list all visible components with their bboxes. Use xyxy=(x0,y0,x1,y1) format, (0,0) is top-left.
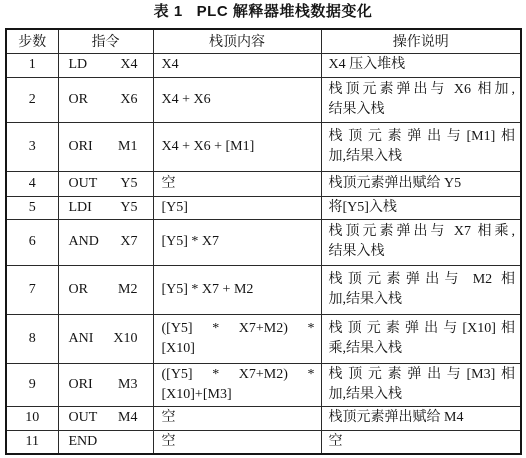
stack-data-table xyxy=(5,28,522,455)
stack-top-cell xyxy=(153,406,321,430)
stack-line: X4 + X6 + [M1] xyxy=(161,138,255,154)
description-cell xyxy=(321,314,521,363)
stack-top-cell xyxy=(153,196,321,219)
table-row xyxy=(6,171,521,196)
opcode: OUT xyxy=(68,410,98,425)
description-line: 栈顶元素弹出与[M1]相 xyxy=(328,128,515,144)
description-line: 乘,结果入栈 xyxy=(328,340,402,356)
description-line: 加,结果入栈 xyxy=(328,386,402,402)
description-line: 栈顶元素弹出与 X6 相加, xyxy=(328,81,515,97)
stack-line: 空 xyxy=(161,410,176,425)
instruction-cell xyxy=(58,196,153,219)
step-cell: 4 xyxy=(6,171,58,196)
step-cell: 2 xyxy=(6,77,58,122)
opcode: ANI xyxy=(68,330,94,346)
description-cell xyxy=(321,171,521,196)
step-cell: 9 xyxy=(6,363,58,406)
instruction-cell xyxy=(58,122,153,171)
description-line: 加,结果入栈 xyxy=(328,148,402,164)
stack-top-cell xyxy=(153,171,321,196)
opcode: OR xyxy=(68,281,88,297)
header-step: 步数 xyxy=(6,29,58,53)
stack-top-cell xyxy=(153,53,321,77)
opcode: OR xyxy=(68,91,88,107)
table-row xyxy=(6,77,521,122)
table-row xyxy=(6,430,521,454)
opcode: ORI xyxy=(68,138,93,154)
stack-line: 空 xyxy=(161,175,176,191)
opcode: OUT xyxy=(68,175,98,191)
description-cell xyxy=(321,219,521,265)
step-cell: 10 xyxy=(6,406,58,430)
table-caption xyxy=(0,2,526,22)
instruction-cell xyxy=(58,363,153,406)
description-line: 结果入栈 xyxy=(328,101,385,117)
stack-top-cell xyxy=(153,363,321,406)
stack-top-cell xyxy=(153,77,321,122)
instruction-cell xyxy=(58,77,153,122)
step-cell: 3 xyxy=(6,122,58,171)
opcode: LD xyxy=(68,57,88,72)
step-cell: 5 xyxy=(6,196,58,219)
description-cell xyxy=(321,53,521,77)
operand: X10 xyxy=(113,330,138,346)
header-description: 操作说明 xyxy=(321,29,521,53)
stack-top-cell xyxy=(153,265,321,314)
caption-label: 表 1 xyxy=(153,3,183,20)
description-line: 栈顶元素弹出与 X7 相乘, xyxy=(328,224,515,239)
step-cell: 11 xyxy=(6,430,58,454)
stack-top-cell xyxy=(153,219,321,265)
operand: M3 xyxy=(118,376,138,392)
step-cell: 1 xyxy=(6,53,58,77)
description-line: 栈顶元素弹出与[X10]相 xyxy=(328,320,515,336)
description-cell xyxy=(321,265,521,314)
stack-top-cell xyxy=(153,122,321,171)
stack-line: [X10] xyxy=(161,340,195,356)
description-line: 结果入栈 xyxy=(328,244,385,259)
step-cell: 6 xyxy=(6,219,58,265)
stack-line: ([Y5] * X7+M2) * xyxy=(161,320,315,336)
table-row xyxy=(6,196,521,219)
description-line: 加,结果入栈 xyxy=(328,291,402,307)
operand: X6 xyxy=(120,91,138,107)
description-cell xyxy=(321,122,521,171)
stack-top-cell xyxy=(153,430,321,454)
opcode: AND xyxy=(68,234,99,249)
header-row xyxy=(6,29,521,53)
header-stack-top: 栈顶内容 xyxy=(153,29,321,53)
operand: X7 xyxy=(120,234,138,249)
table-row xyxy=(6,265,521,314)
instruction-cell xyxy=(58,265,153,314)
opcode: ORI xyxy=(68,376,93,392)
table-row xyxy=(6,122,521,171)
table-row xyxy=(6,363,521,406)
operand: M2 xyxy=(118,281,138,297)
description-line: 栈顶元素弹出与 M2 相 xyxy=(328,271,515,287)
description-cell xyxy=(321,430,521,454)
opcode: LDI xyxy=(68,199,92,215)
instruction-cell xyxy=(58,53,153,77)
table-row xyxy=(6,53,521,77)
description-cell xyxy=(321,406,521,430)
description-cell xyxy=(321,77,521,122)
instruction-cell xyxy=(58,406,153,430)
instruction-cell xyxy=(58,219,153,265)
operand: M1 xyxy=(118,138,138,154)
caption-title: PLC 解释器堆栈数据变化 xyxy=(196,3,373,20)
operand: Y5 xyxy=(120,175,138,191)
instruction-cell xyxy=(58,314,153,363)
description-line: 将[Y5]入栈 xyxy=(328,199,397,215)
table-row xyxy=(6,314,521,363)
stack-line: ([Y5] * X7+M2) * xyxy=(161,366,315,382)
description-cell xyxy=(321,363,521,406)
description-cell xyxy=(321,196,521,219)
instruction-cell xyxy=(58,171,153,196)
step-cell: 7 xyxy=(6,265,58,314)
operand: M4 xyxy=(118,410,138,425)
header-instruction: 指令 xyxy=(58,29,153,53)
operand: Y5 xyxy=(120,199,138,215)
stack-line: X4 xyxy=(161,57,179,72)
operand: X4 xyxy=(120,57,138,72)
description-line: 空 xyxy=(328,433,343,449)
description-line: 栈顶元素弹出赋给 M4 xyxy=(328,410,464,425)
instruction-cell xyxy=(58,430,153,454)
table-row xyxy=(6,219,521,265)
description-line: 栈顶元素弹出与[M3]相 xyxy=(328,366,515,382)
stack-line: X4 + X6 xyxy=(161,91,211,107)
stack-top-cell xyxy=(153,314,321,363)
stack-line: [Y5] * X7 xyxy=(161,234,220,249)
stack-line: [Y5] * X7 + M2 xyxy=(161,281,254,297)
step-cell: 8 xyxy=(6,314,58,363)
stack-line: [Y5] xyxy=(161,199,188,215)
opcode: END xyxy=(68,433,98,449)
table-row xyxy=(6,406,521,430)
stack-line: 空 xyxy=(161,433,176,449)
description-line: 栈顶元素弹出赋给 Y5 xyxy=(328,175,462,191)
description-line: X4 压入堆栈 xyxy=(328,57,406,72)
stack-line: [X10]+[M3] xyxy=(161,386,232,402)
